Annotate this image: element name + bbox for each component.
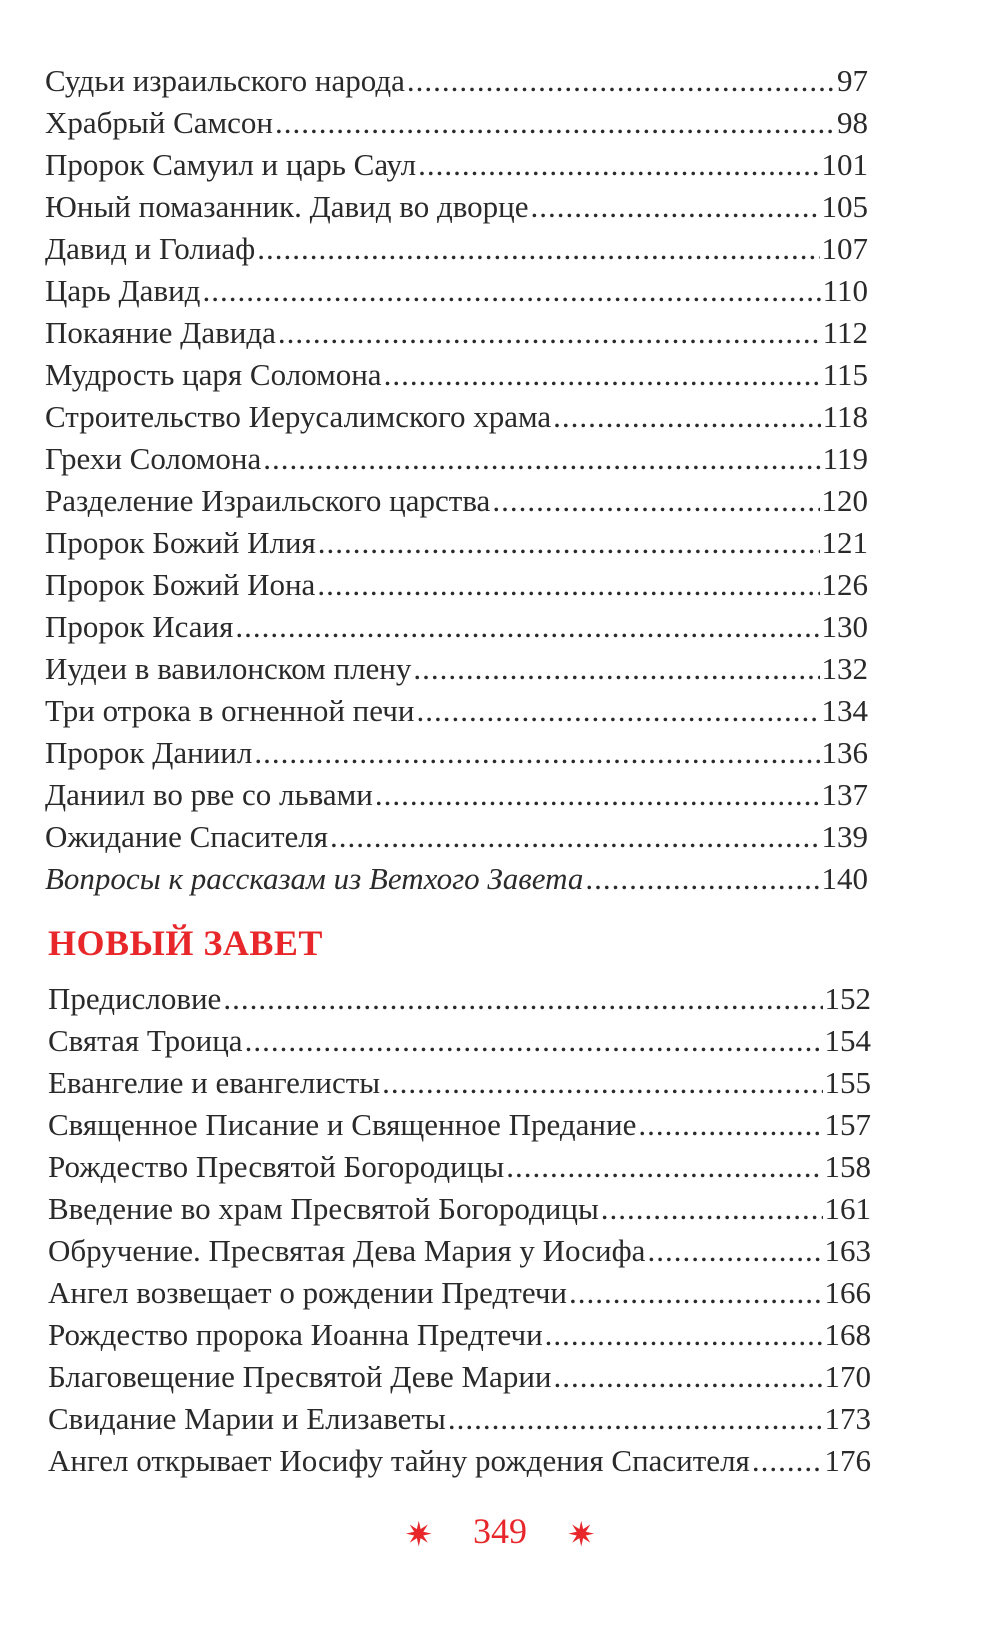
toc-entry	[45, 606, 868, 648]
toc-entry-page: 132	[821, 651, 868, 686]
star-ornament-icon: ✷	[404, 1516, 433, 1554]
toc-entry	[45, 60, 868, 102]
toc-entry-page: 121	[821, 525, 868, 560]
new-testament-toc	[48, 978, 871, 1482]
toc-entry-page: 163	[824, 1233, 871, 1268]
dot-leader	[418, 144, 819, 186]
dot-leader	[275, 102, 835, 144]
dot-leader	[531, 186, 820, 228]
toc-entry	[45, 144, 868, 186]
toc-entry	[48, 1398, 871, 1440]
toc-entry	[48, 1272, 871, 1314]
toc-entry-page: 107	[821, 231, 868, 266]
toc-entry-page: 168	[824, 1317, 871, 1352]
toc-entry	[45, 312, 868, 354]
toc-entry-page: 118	[822, 399, 868, 434]
toc-entry-page: 110	[822, 273, 868, 308]
toc-entry-title: Рождество Пресвятой Богородицы	[48, 1149, 505, 1184]
toc-entry-title: Строительство Иерусалимского храма	[45, 399, 552, 434]
toc-entry-page: 140	[821, 861, 868, 896]
toc-entry-title: Введение во храм Пресвятой Богородицы	[48, 1191, 599, 1226]
toc-entry-page: 170	[824, 1359, 871, 1394]
toc-entry-title: Храбрый Самсон	[45, 105, 273, 140]
toc-entry-page: 155	[824, 1065, 871, 1100]
toc-entry-title: Разделение Израильского царства	[45, 483, 491, 518]
toc-entry-title: Евангелие и евангелисты	[48, 1065, 381, 1100]
dot-leader	[506, 1146, 822, 1188]
toc-entry-page: 115	[822, 357, 868, 392]
toc-entry	[45, 690, 868, 732]
toc-entry-page: 130	[821, 609, 868, 644]
dot-leader	[330, 816, 819, 858]
old-testament-toc	[45, 60, 868, 900]
toc-entry	[45, 480, 868, 522]
toc-entry	[48, 1062, 871, 1104]
toc-entry-title: Свидание Марии и Елизаветы	[48, 1401, 446, 1436]
star-ornament-icon: ✷	[567, 1516, 596, 1554]
toc-entry-page: 136	[821, 735, 868, 770]
toc-entry-page: 98	[837, 105, 868, 140]
dot-leader	[254, 732, 819, 774]
dot-leader	[569, 1272, 822, 1314]
toc-entry	[48, 1356, 871, 1398]
toc-entry	[45, 774, 868, 816]
toc-entry	[45, 522, 868, 564]
toc-entry-page: 152	[824, 981, 871, 1016]
page-footer	[0, 1510, 1000, 1555]
toc-entry-page: 101	[821, 147, 868, 182]
toc-entry	[45, 816, 868, 858]
dot-leader	[223, 978, 822, 1020]
dot-leader	[553, 396, 821, 438]
dot-leader	[545, 1314, 823, 1356]
dot-leader	[413, 648, 819, 690]
toc-entry-title: Вопросы к рассказам из Ветхого Завета	[45, 861, 584, 896]
dot-leader	[492, 480, 819, 522]
toc-entry-page: 137	[821, 777, 868, 812]
toc-entry-page: 112	[822, 315, 868, 350]
dot-leader	[638, 1104, 822, 1146]
toc-entry-title: Ожидание Спасителя	[45, 819, 329, 854]
dot-leader	[317, 564, 819, 606]
toc-entry-title: Обручение. Пресвятая Дева Мария у Иосифа	[48, 1233, 646, 1268]
toc-entry-page: 105	[821, 189, 868, 224]
toc-entry	[48, 1104, 871, 1146]
dot-leader	[263, 438, 820, 480]
toc-entry-page: 97	[837, 63, 868, 98]
toc-entry-title: Пророк Исаия	[45, 609, 234, 644]
toc-entry-page: 158	[824, 1149, 871, 1184]
dot-leader	[278, 312, 821, 354]
toc-entry-page: 119	[822, 441, 868, 476]
toc-entry-title: Священное Писание и Священное Предание	[48, 1107, 637, 1142]
toc-entry	[45, 858, 868, 900]
toc-entry	[48, 1020, 871, 1062]
toc-entry-title: Пророк Даниил	[45, 735, 253, 770]
dot-leader	[416, 690, 819, 732]
toc-entry-page: 161	[824, 1191, 871, 1226]
dot-leader	[382, 1062, 822, 1104]
toc-entry-title: Мудрость царя Соломона	[45, 357, 382, 392]
dot-leader	[554, 1356, 823, 1398]
dot-leader	[585, 858, 819, 900]
toc-entry	[45, 396, 868, 438]
toc-entry-page: 157	[824, 1107, 871, 1142]
dot-leader	[601, 1188, 823, 1230]
toc-entry-title: Покаяние Давида	[45, 315, 276, 350]
toc-entry-page: 134	[821, 693, 868, 728]
toc-entry	[45, 186, 868, 228]
toc-entry-title: Царь Давид	[45, 273, 201, 308]
dot-leader	[448, 1398, 823, 1440]
dot-leader	[647, 1230, 822, 1272]
toc-entry	[45, 354, 868, 396]
page-number: 349	[473, 1511, 527, 1551]
dot-leader	[384, 354, 821, 396]
toc-entry-page: 173	[824, 1401, 871, 1436]
toc-entry-title: Иудеи в вавилонском плену	[45, 651, 412, 686]
toc-entry-page: 126	[821, 567, 868, 602]
toc-entry	[45, 648, 868, 690]
toc-entry-title: Юный помазанник. Давид во дворце	[45, 189, 529, 224]
toc-entry	[45, 270, 868, 312]
toc-entry	[48, 1314, 871, 1356]
toc-entry-title: Пророк Самуил и царь Саул	[45, 147, 417, 182]
toc-entry	[48, 1230, 871, 1272]
toc-entry	[48, 1188, 871, 1230]
toc-entry-title: Давид и Голиаф	[45, 231, 256, 266]
toc-entry-title: Грехи Соломона	[45, 441, 262, 476]
toc-entry	[45, 102, 868, 144]
dot-leader	[752, 1440, 823, 1482]
toc-entry-title: Три отрока в огненной печи	[45, 693, 415, 728]
toc-entry	[48, 978, 871, 1020]
toc-entry-title: Благовещение Пресвятой Деве Марии	[48, 1359, 552, 1394]
dot-leader	[257, 228, 819, 270]
dot-leader	[202, 270, 820, 312]
toc-entry-page: 120	[821, 483, 868, 518]
section-heading-new-testament: НОВЫЙ ЗАВЕТ	[48, 923, 323, 963]
dot-leader	[235, 606, 819, 648]
toc-entry-title: Пророк Божий Иона	[45, 567, 316, 602]
toc-entry	[45, 732, 868, 774]
toc-entry-title: Пророк Божий Илия	[45, 525, 316, 560]
toc-entry-page: 166	[824, 1275, 871, 1310]
toc-entry-title: Даниил во рве со львами	[45, 777, 373, 812]
dot-leader	[407, 60, 835, 102]
toc-entry-title: Святая Троица	[48, 1023, 243, 1058]
toc-entry-title: Рождество пророка Иоанна Предтечи	[48, 1317, 543, 1352]
toc-entry	[45, 564, 868, 606]
toc-entry-title: Судьи израильского народа	[45, 63, 405, 98]
dot-leader	[245, 1020, 823, 1062]
toc-entry	[48, 1440, 871, 1482]
toc-entry-page: 176	[824, 1443, 871, 1478]
toc-entry-title: Предисловие	[48, 981, 222, 1016]
toc-entry	[45, 228, 868, 270]
dot-leader	[318, 522, 820, 564]
toc-entry-page: 154	[824, 1023, 871, 1058]
toc-entry-title: Ангел возвещает о рождении Предтечи	[48, 1275, 568, 1310]
toc-entry	[45, 438, 868, 480]
dot-leader	[375, 774, 820, 816]
toc-entry	[48, 1146, 871, 1188]
toc-entry-page: 139	[821, 819, 868, 854]
toc-entry-title: Ангел открывает Иосифу тайну рождения Спасителя	[48, 1443, 750, 1478]
